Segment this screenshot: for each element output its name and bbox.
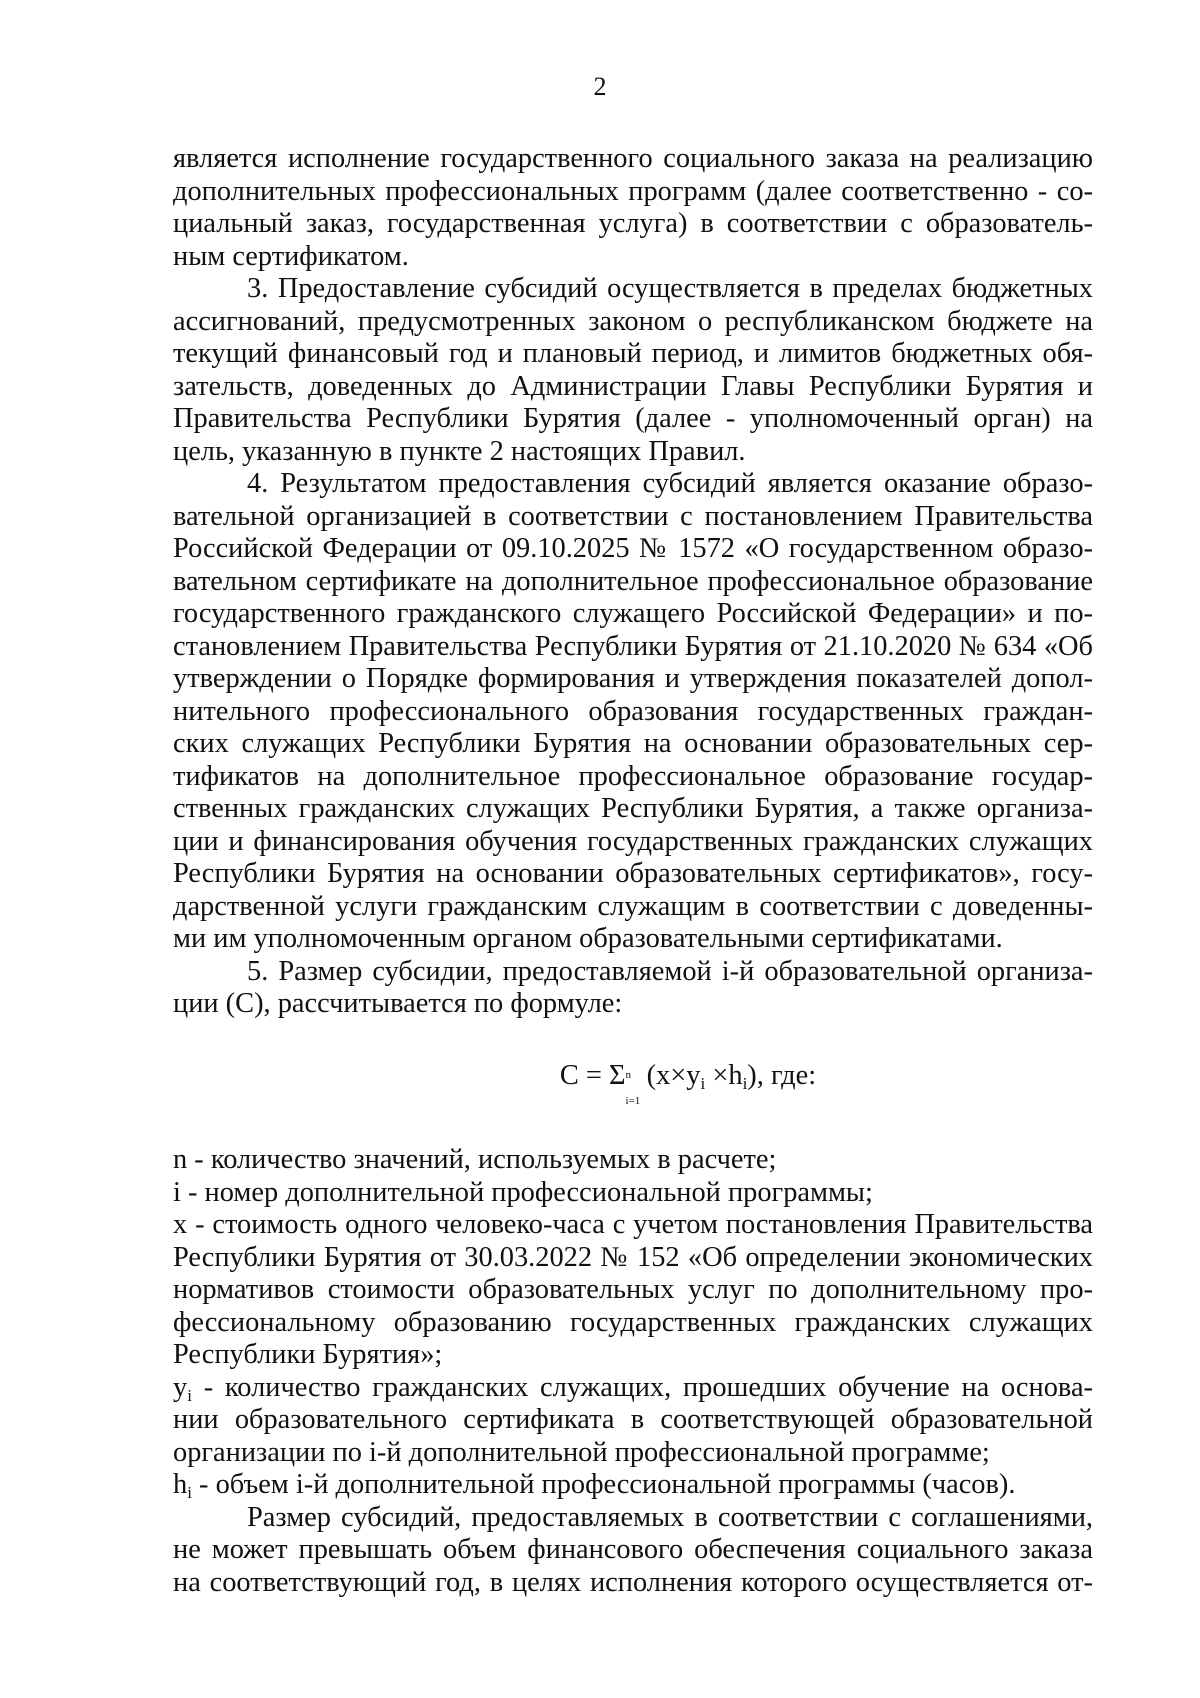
def-h-sub: i — [187, 1483, 192, 1502]
text-line: цель, указанную в пункте 2 настоящих Правил. — [173, 435, 746, 467]
text-line: 5. Размер субсидии, предоставляемой i-й образовательной организа- — [247, 955, 1093, 987]
definition-line: нормативов стоимости образовательных услуг по дополнительному про- — [173, 1274, 1093, 1305]
definition-y-line2: нии образовательного сертификата в соответствующей образовательной — [173, 1404, 1093, 1435]
text-line: государственного гражданского служащего Российской Федерации» и по- — [173, 598, 1093, 629]
text-line: Республики Бурятия на основании образовательных сертификатов», госу- — [173, 858, 1093, 889]
text-line: не может превышать объем финансового обеспечения социального заказа — [173, 1534, 1093, 1565]
text-line: Правительства Республики Бурятия (далее - уполномоченный орган) на — [173, 403, 1093, 434]
text-line: становлением Правительства Республики Бурятия от 21.10.2020 № 634 «Об — [173, 630, 1093, 662]
formula-lhs: C = Σ — [559, 1059, 626, 1091]
def-h-text: - объем i-й дополнительной профессиональной программы (часов). — [191, 1469, 1016, 1500]
text-line: ми им уполномоченным органом образовательными сертификатами. — [173, 923, 1003, 954]
definition-h-line — [173, 1469, 1093, 1502]
text-line: ассигнований, предусмотренных законом о республиканском бюджете на — [173, 305, 1093, 337]
text-line: ственных гражданских служащих Республики Бурятия, а также организа- — [173, 793, 1093, 824]
page-number: 2 — [593, 72, 607, 101]
text-line: зательств, доведенных до Администрации Главы Республики Бурятия и — [173, 370, 1093, 402]
formula-mid: ×h — [705, 1059, 743, 1091]
sigma-upper: n — [625, 1068, 632, 1081]
text-line: 3. Предоставление субсидий осуществляется в пределах бюджетных — [247, 273, 1093, 304]
formula-open: (x×y — [639, 1059, 701, 1091]
def-y-line1: - количество гражданских служащих, прошедших обучение на основа- — [191, 1371, 1093, 1403]
definition-line: i - номер дополнительной профессиональной программы; — [173, 1176, 873, 1208]
definition-line: Республики Бурятия от 30.03.2022 № 152 «Об определении экономических — [173, 1241, 1093, 1273]
document-body — [173, 143, 1093, 1599]
definition-line: x - стоимость одного человеко-часа с учетом постановления Правительства — [173, 1209, 1093, 1240]
definition-line: Республики Бурятия»; — [173, 1339, 443, 1370]
definitions — [173, 1144, 1093, 1372]
text-line: ских служащих Республики Бурятия на основании образовательных сер- — [173, 728, 1093, 759]
text-line: ции (С), рассчитывается по формуле: — [173, 988, 623, 1019]
subsidy-formula — [173, 1059, 1093, 1107]
text-line: вательной организацией в соответствии с постановлением Правительства — [173, 500, 1093, 532]
formula-sub-h: i — [742, 1073, 748, 1093]
text-line: Размер субсидий, предоставляемых в соответствии с соглашениями, — [247, 1501, 1093, 1533]
text-line: Российской Федерации от 09.10.2025 № 1572 «О государственном образо- — [173, 533, 1093, 564]
text-line: является исполнение государственного социального заказа на реализацию — [173, 143, 1093, 174]
text-line: на соответствующий год, в целях исполнения которого осуществляется от- — [173, 1566, 1093, 1598]
text-line: вательном сертификате на дополнительное профессиональное образование — [173, 565, 1093, 597]
def-y-sub: i — [187, 1385, 192, 1405]
closing-paragraph — [173, 1502, 1093, 1600]
main-text — [173, 143, 1093, 1021]
text-line: текущий финансовый год и плановый период, и лимитов бюджетных обя- — [173, 338, 1093, 369]
definition-y-line — [173, 1372, 1093, 1405]
text-line: утверждении о Порядке формирования и утверждения показателей допол- — [173, 663, 1093, 694]
def-y-var: y — [173, 1371, 188, 1403]
text-line: тификатов на дополнительное профессиональное образование государ- — [173, 760, 1093, 792]
text-line: циальный заказ, государственная услуга) в соответствии с образователь- — [173, 208, 1093, 239]
definition-line: n - количество значений, используемых в расчете; — [173, 1144, 777, 1175]
def-h-var: h — [173, 1469, 188, 1500]
sigma-lower: i=1 — [625, 1094, 641, 1107]
text-line: дарственной услуги гражданским служащим в соответствии с доведенны- — [173, 890, 1093, 922]
definition-y-line3: организации по i-й дополнительной профессиональной программе; — [173, 1436, 990, 1468]
text-line: ным сертификатом. — [173, 240, 409, 272]
formula-close: ), где: — [747, 1059, 817, 1091]
text-line: 4. Результатом предоставления субсидий является оказание образо- — [247, 468, 1093, 499]
definition-line: фессиональному образованию государственных гражданских служащих — [173, 1306, 1093, 1338]
text-line: дополнительных профессиональных программ (далее соответственно - со- — [173, 175, 1093, 207]
text-line: ции и финансирования обучения государственных гражданских служащих — [173, 825, 1093, 857]
formula-sub-y: i — [700, 1073, 706, 1093]
text-line: нительного профессионального образования государственных граждан- — [173, 695, 1093, 727]
